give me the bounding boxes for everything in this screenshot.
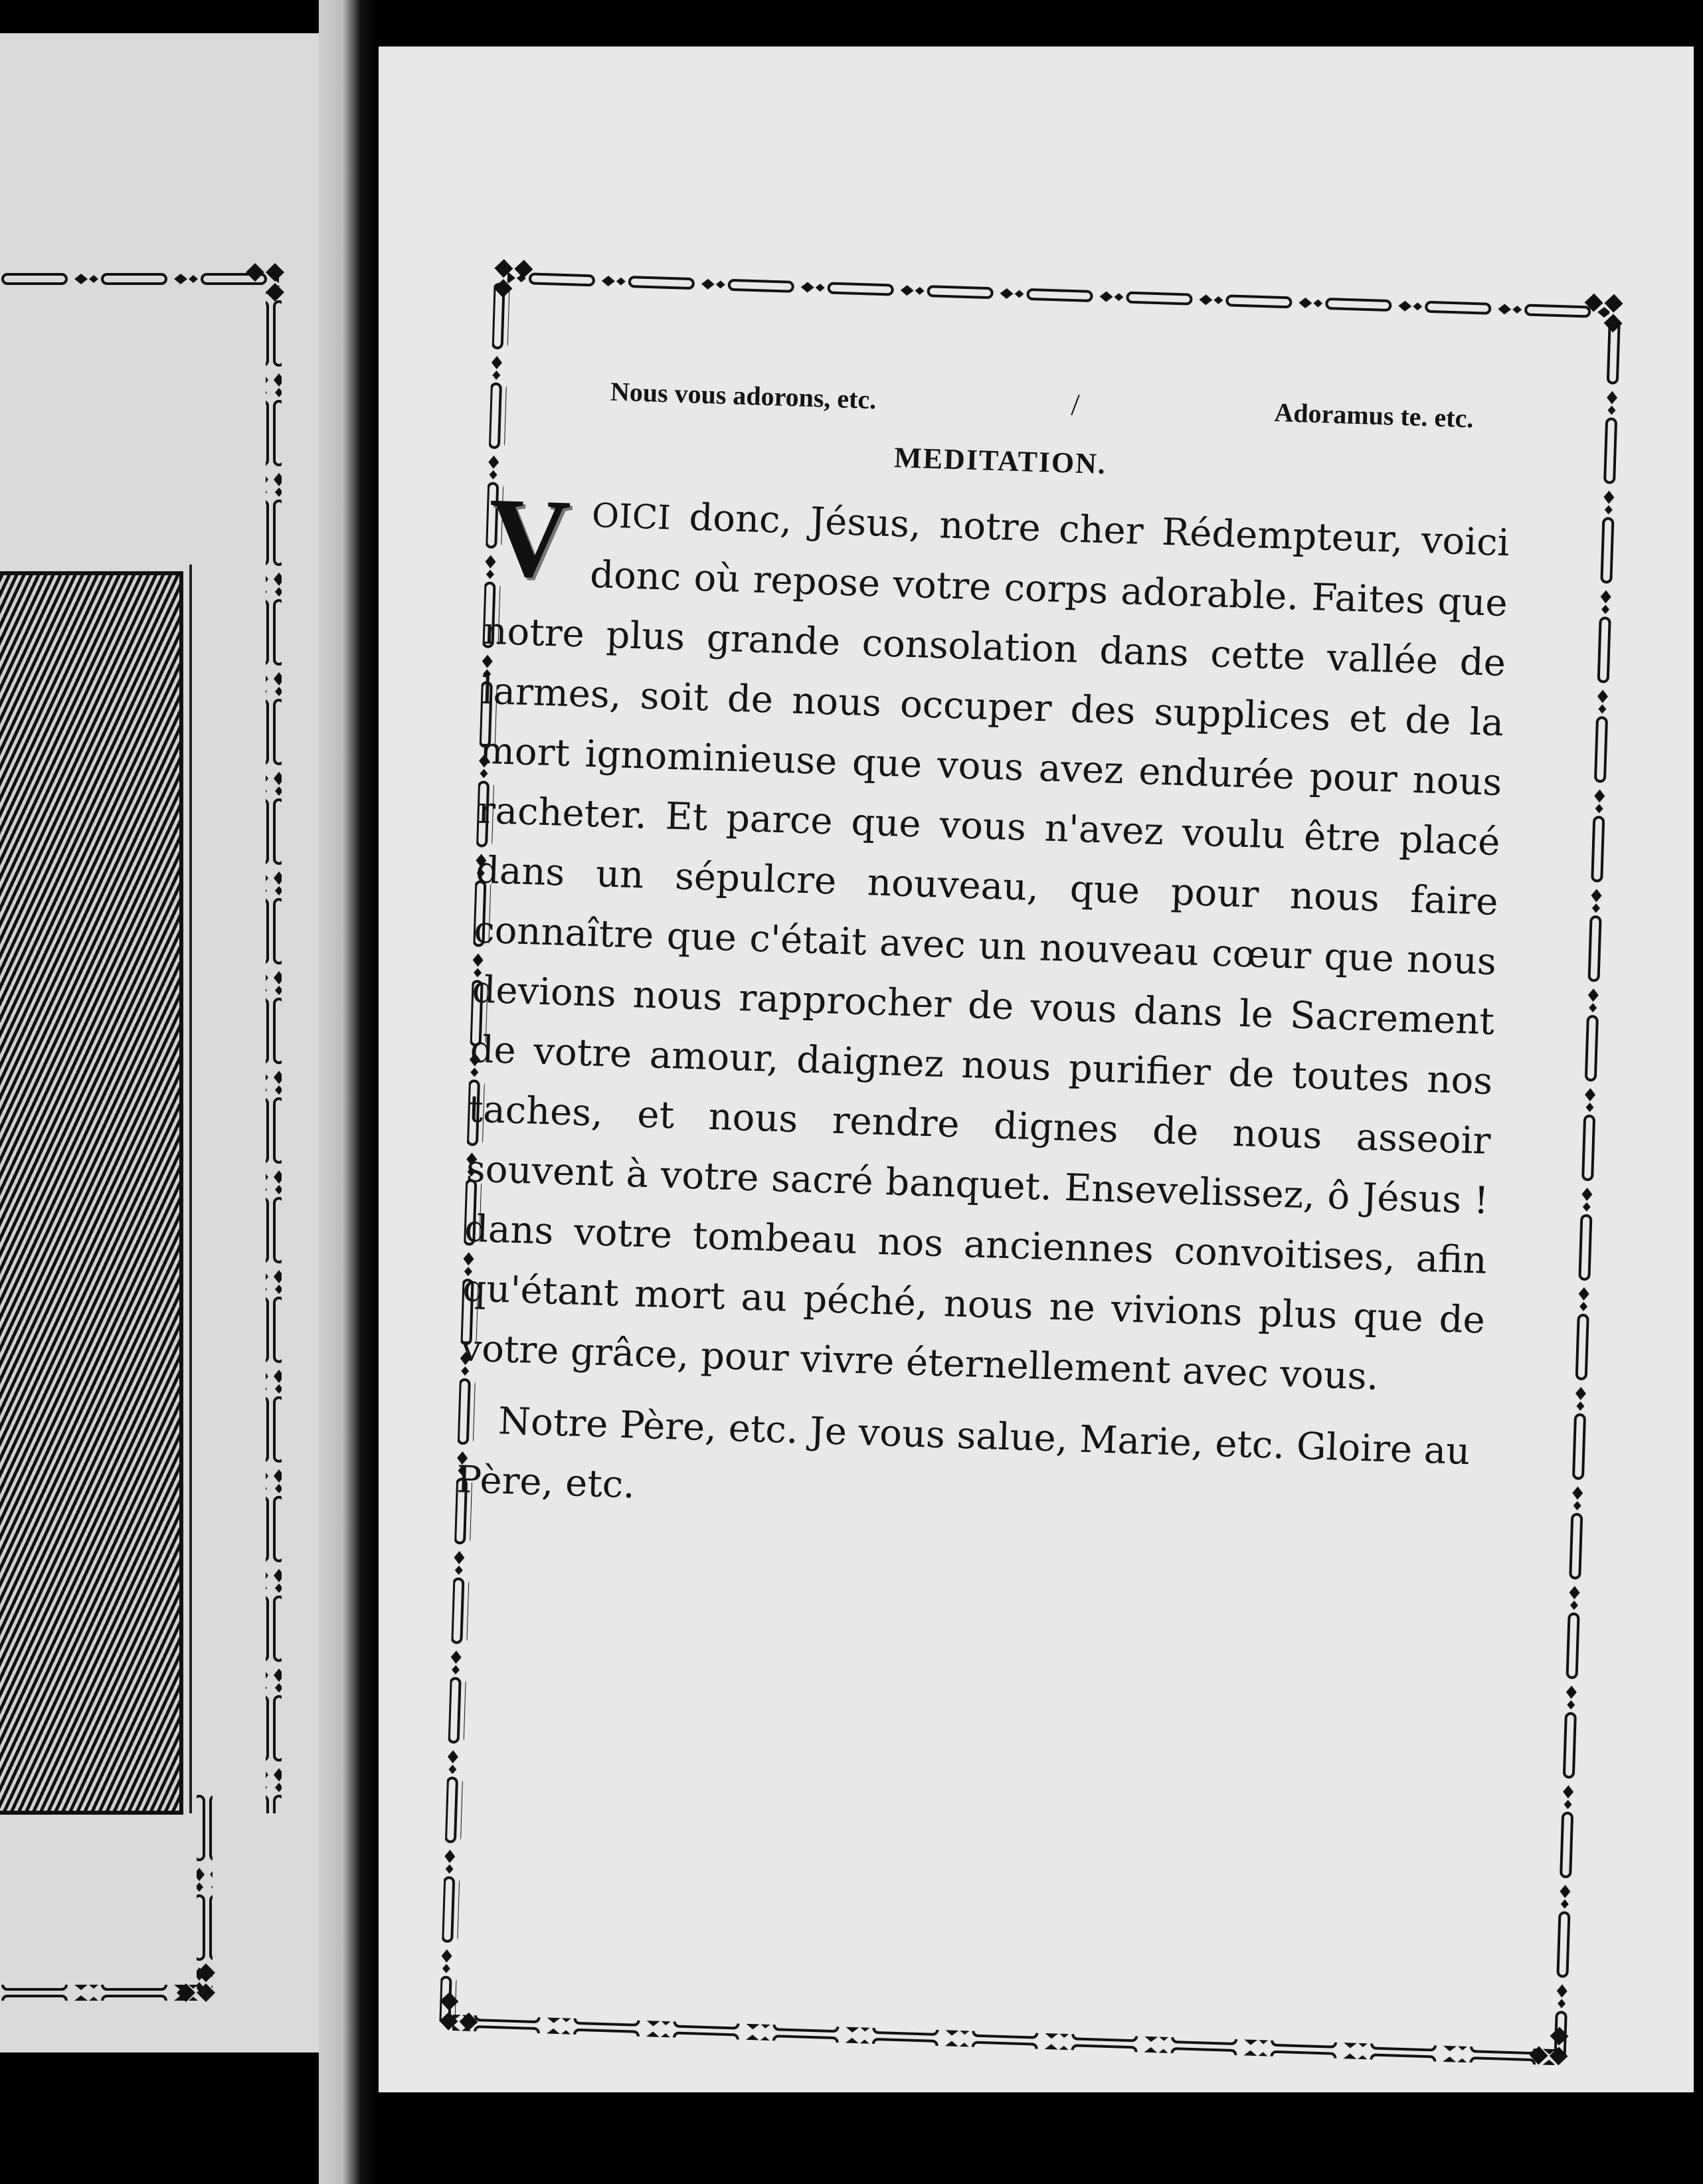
section-title: MEDITATION. — [893, 441, 1107, 481]
meditation-paragraph — [460, 474, 1510, 1411]
header-left: Nous vous adorons, etc. — [610, 376, 877, 415]
left-page-border — [0, 263, 284, 2002]
drop-cap-initial: V — [486, 474, 573, 602]
initial-word-rest: OICI — [591, 496, 672, 537]
header-separator: / — [1070, 387, 1081, 422]
header-right: Adoramus te. etc. — [1273, 397, 1475, 434]
closing-prayers: Notre Père, etc. Je vous salue, Marie, etc. Gloire au Père, etc. — [456, 1400, 1471, 1507]
meditation-text: donc, Jésus, notre cher Rédempteur, voici donc où repose votre corps adorable. Faites que notre plus grande consolation dans cette vallée de larmes, soit de nous occuper des supplices et de la mort ignominieuse que vous avez endurée pour nous racheter. Et parce que vous n'avez voulu être placé dans un sépulcre nouveau, que pour nous faire connaître que c'était avec un nouveau cœur que nous devions nous rapprocher de vous dans le Sacrement de votre amour, daignez nous purifier de toutes nos taches, et nous rendre dignes de nous asseoir souvent à votre sacré banquet. Ensevelissez, ô Jésus ! dans votre tombeau nos anciennes convoitises, afin qu'étant mort au péché, nous ne vivions plus que de votre grâce, pour vivre éternellement avec vous. — [460, 495, 1510, 1399]
meditation-page-content — [456, 369, 1514, 1542]
